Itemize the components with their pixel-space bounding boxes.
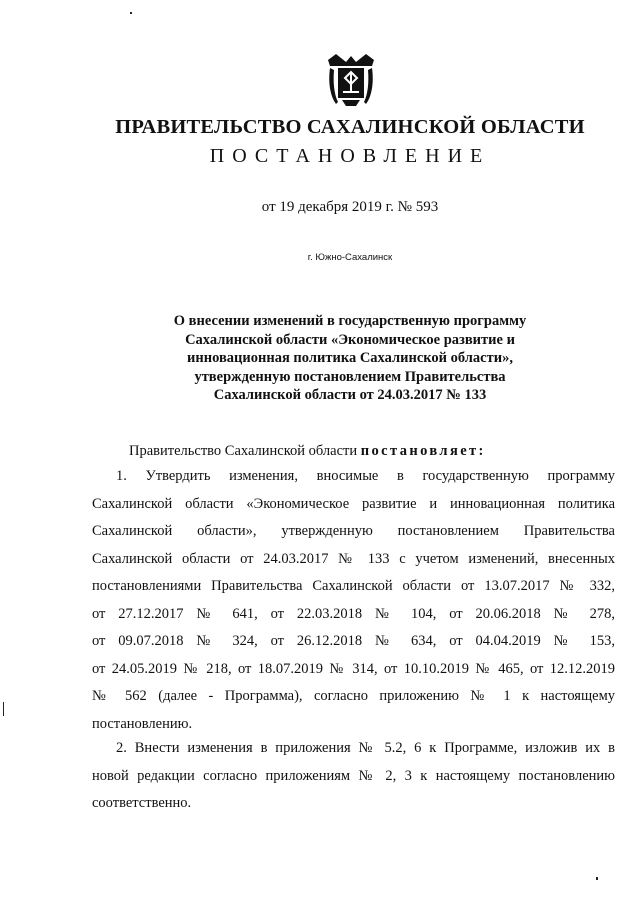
- paragraph-line: Сахалинской области от 24.03.2017 № 133 с учетом изменений, внесенных: [92, 550, 615, 567]
- paragraph-line: Сахалинской области», утвержденную постановлением Правительства: [92, 523, 615, 539]
- subject-line: инновационная политика Сахалинской области»,: [187, 350, 513, 366]
- document-date-number: от 19 декабря 2019 г. № 593: [261, 199, 439, 215]
- paragraph-line: 1. Утвердить изменения, вносимые в государственную программу: [116, 468, 615, 484]
- subject-line: утвержденную постановлением Правительства: [194, 368, 506, 385]
- paragraph-line: № 562 (далее - Программа), согласно приложению № 1 к настоящему: [92, 688, 615, 704]
- preamble-verb: постановляет:: [360, 443, 486, 459]
- paragraph-line: постановлениями Правительства Сахалинской области от 13.07.2017 № 332,: [92, 578, 615, 594]
- subject-line: Сахалинской области «Экономическое развитие и: [185, 331, 515, 348]
- government-title: ПРАВИТЕЛЬСТВО САХАЛИНСКОЙ ОБЛАСТИ: [115, 116, 585, 138]
- subject-line: О внесении изменений в государственную программу: [173, 313, 527, 329]
- document-place: г. Южно-Сахалинск: [307, 252, 393, 263]
- subject-line: Сахалинской области от 24.03.2017 № 133: [213, 387, 487, 403]
- paragraph-line: 2. Внести изменения в приложения № 5.2, 6 к Программе, изложив их в: [116, 740, 615, 756]
- paragraph-2: [92, 735, 615, 818]
- paragraph-line: Сахалинской области «Экономическое развитие и инновационная политика: [92, 495, 615, 512]
- paragraph-line: от 24.05.2019 № 218, от 18.07.2019 № 314, от 10.10.2019 № 465, от 12.12.2019: [92, 660, 615, 677]
- paragraph-line: новой редакции согласно приложениям № 2, 3 к настоящему постановлению: [92, 767, 615, 784]
- paragraph-line: от 27.12.2017 № 641, от 22.03.2018 № 104, от 20.06.2018 № 278,: [92, 605, 615, 622]
- paragraph-line: соответственно.: [92, 795, 192, 811]
- preamble-prefix: Правительство Сахалинской области: [129, 443, 358, 459]
- scan-edge-mark: [3, 702, 4, 716]
- scan-speck: [130, 12, 132, 14]
- document-type: ПОСТАНОВЛЕНИЕ: [209, 145, 491, 167]
- paragraph-line: постановлению.: [92, 715, 193, 732]
- paragraph-line: от 09.07.2018 № 324, от 26.12.2018 № 634, от 04.04.2019 № 153,: [92, 633, 615, 649]
- document-subject: [110, 312, 590, 405]
- scan-speck: [596, 877, 598, 880]
- preamble: [129, 443, 486, 460]
- paragraph-1: [92, 463, 615, 738]
- coat-of-arms-icon: [326, 52, 376, 110]
